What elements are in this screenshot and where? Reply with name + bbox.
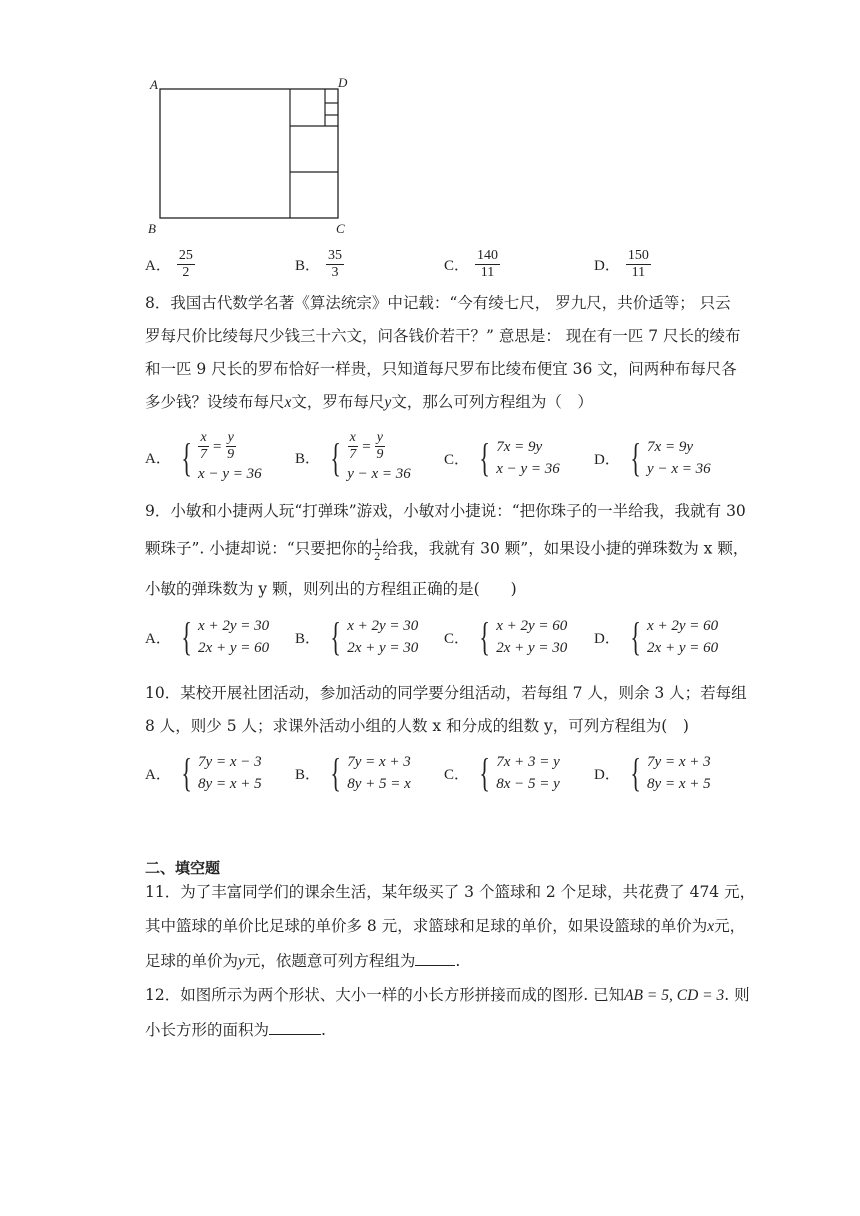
q12-text: . — [321, 1021, 326, 1039]
brace: { — [330, 614, 341, 659]
equation-1: x + 2y = 30 — [198, 618, 270, 634]
q9-option-a — [145, 615, 269, 659]
q12-text: 12．如图所示为两个形状、大小一样的小长方形拼接而成的图形. 已知 — [145, 986, 625, 1004]
numerator: 1 — [374, 535, 381, 549]
q10-option-b — [295, 751, 411, 795]
equation-2: 8y = x + 5 — [647, 776, 711, 792]
equation-1: 7y = x + 3 — [347, 754, 411, 770]
equation-1: x + 2y = 30 — [347, 618, 419, 634]
q8-text: 多少钱？设绫布每尺 — [145, 393, 285, 411]
option-label: B． — [295, 258, 321, 274]
fraction — [372, 536, 382, 563]
denominator: 7 — [349, 447, 357, 462]
q9-text: 颗珠子”. 小捷却说：“只要把你的 — [145, 539, 373, 558]
q10-option-c — [444, 751, 560, 795]
fraction — [475, 248, 500, 281]
equation-system: { $\frac{x}{7}$ = $\frac{y}{9}$ y − x = 36 — [326, 430, 411, 485]
variable-x: x — [707, 918, 715, 935]
equation-2: 8y = x + 5 — [198, 776, 262, 792]
answer-blank[interactable] — [269, 1020, 321, 1035]
q11-line-1: 11．为了丰富同学们的课余生活，某年级买了 3 个篮球和 2 个足球，共花费了 474 元， — [145, 883, 756, 901]
equation-2: x − y = 36 — [496, 461, 560, 477]
q9-line-3: 小敏的弹珠数为 y 颗，则列出的方程组正确的是( ) — [145, 580, 517, 598]
q11-text: . — [455, 952, 461, 970]
q8-line-3: 和一匹 9 尺长的罗布恰好一样贵，只知道每尺罗布比绫布便宜 36 文，问两种布每尺各 — [145, 360, 737, 378]
brace: { — [630, 614, 641, 659]
variable-y: y — [384, 394, 392, 411]
brace: { — [181, 434, 192, 480]
equation-system — [326, 615, 418, 659]
fraction — [198, 430, 209, 463]
label-a: A — [150, 77, 158, 92]
variable-y: y — [238, 953, 245, 970]
section-title: 二、填空题 — [145, 859, 221, 877]
q8-text: 文，那么可列方程组为（ ） — [391, 393, 593, 411]
equation-1: 7x = 9y — [647, 439, 693, 455]
option-label: A． — [145, 451, 171, 467]
q7-option-c — [444, 248, 500, 281]
label-c: C — [336, 221, 345, 236]
denominator: 7 — [200, 447, 208, 462]
equation-2: 8y + 5 = x — [347, 776, 411, 792]
q9-option-b — [295, 615, 418, 659]
option-label: C． — [444, 630, 470, 647]
equation-system — [475, 751, 560, 795]
equation-2: 2x + y = 60 — [647, 640, 719, 656]
q8-line-2: 罗每尺价比绫每尺少钱三十六文，问各钱价若干？” 意思是： 现在有一匹 7 尺长的绫布 — [145, 327, 741, 345]
label-d: D — [338, 75, 348, 90]
brace: { — [181, 614, 192, 659]
brace: { — [479, 435, 490, 480]
q10-option-d — [594, 751, 711, 795]
option-label: D． — [594, 258, 620, 274]
q9-option-d — [594, 615, 718, 659]
equation-system — [475, 436, 560, 480]
numerator: 35 — [328, 248, 343, 263]
q11-line-3 — [145, 951, 460, 972]
denominator: 9 — [376, 447, 384, 462]
numerator: y — [376, 430, 383, 445]
q12-text: 小长方形的面积为 — [145, 1021, 270, 1039]
denominator: 2 — [374, 549, 381, 563]
equation-system — [326, 751, 411, 795]
fraction — [374, 430, 385, 463]
given-values: AB = 5, CD = 3 — [624, 987, 725, 1004]
equation-system — [626, 615, 718, 659]
brace: { — [181, 750, 192, 795]
q12-line-2 — [145, 1020, 326, 1040]
answer-blank[interactable] — [415, 951, 455, 966]
fraction — [626, 248, 651, 281]
q9-text: 给我，我就有 30 颗”，如果设小捷的弹珠数为 x 颗， — [382, 539, 749, 558]
equation-1: 7y = x + 3 — [647, 754, 711, 770]
equation-2: 8x − 5 = y — [496, 776, 560, 792]
q8-option-b — [295, 430, 411, 485]
fraction — [326, 248, 344, 281]
equation-1: x + 2y = 60 — [647, 618, 719, 634]
q8-option-a — [145, 430, 262, 485]
variable-x: x — [284, 394, 292, 411]
equation-1: 7y = x − 3 — [198, 754, 262, 770]
q11-text: 元，依题意可列方程组为 — [244, 952, 416, 970]
numerator: 140 — [477, 248, 499, 263]
brace: { — [630, 435, 641, 480]
option-label: C． — [444, 766, 470, 783]
q10-line-1: 10．某校开展社团活动，参加活动的同学要分组活动，若每组 7 人，则余 3 人；若每组 — [145, 684, 747, 702]
q10-line-2: 8 人，则少 5 人；求课外活动小组的人数 x 和分成的组数 y，可列方程组为( ) — [145, 717, 689, 735]
q12-text: . 则 — [724, 986, 750, 1004]
equation-system — [177, 615, 269, 659]
q9-line-2 — [145, 536, 748, 563]
denominator: 3 — [331, 265, 339, 280]
numerator: x — [200, 430, 207, 445]
equation-system — [177, 751, 262, 795]
equation-system: { $\frac{x}{7}$ = $\frac{y}{9}$ x − y = 36 — [177, 430, 262, 485]
q8-option-c — [444, 436, 560, 480]
label-b: B — [148, 221, 156, 236]
numerator: x — [349, 430, 356, 445]
option-label: A． — [145, 766, 171, 783]
numerator: 150 — [627, 248, 649, 263]
denominator: 9 — [227, 447, 235, 462]
brace: { — [479, 614, 490, 659]
q8-line-1: 8．我国古代数学名著《算法统宗》中记载：“今有绫七尺， 罗九尺，共价适等； 只云 — [145, 294, 731, 312]
brace: { — [330, 750, 341, 795]
equation-2: y − x = 36 — [647, 461, 711, 477]
q7-option-d — [594, 248, 651, 281]
q8-text: 文，罗布每尺 — [291, 393, 385, 411]
numerator: 25 — [178, 248, 193, 263]
q11-line-2 — [145, 916, 745, 937]
option-label: A． — [145, 630, 171, 647]
q11-text: 元， — [714, 917, 746, 935]
option-label: B． — [295, 630, 321, 647]
equation-2: x − y = 36 — [198, 466, 262, 482]
equation-system — [626, 751, 711, 795]
equation-system — [626, 436, 711, 480]
option-label: D． — [594, 630, 620, 647]
q7-option-b — [295, 248, 344, 281]
fraction — [347, 430, 358, 463]
equation-1: x + 2y = 60 — [496, 618, 568, 634]
equation-2: 2x + y = 30 — [347, 640, 419, 656]
option-label: A． — [145, 258, 171, 274]
option-label: C． — [444, 258, 470, 274]
option-label: B． — [295, 766, 321, 783]
equation-2: 2x + y = 30 — [496, 640, 568, 656]
equation-system — [475, 615, 567, 659]
brace: { — [630, 750, 641, 795]
q10-option-a — [145, 751, 262, 795]
rectangle-figure — [140, 72, 360, 242]
q12-line-1 — [145, 985, 750, 1006]
q11-text: 其中篮球的单价比足球的单价多 8 元，求篮球和足球的单价，如果设篮球的单价为 — [145, 917, 708, 935]
equation-1: 7x = 9y — [496, 439, 543, 455]
option-label: C． — [444, 451, 470, 468]
q8-line-4 — [145, 392, 593, 413]
option-label: D． — [594, 766, 620, 783]
q11-text: 足球的单价为 — [145, 952, 239, 970]
option-label: D． — [594, 451, 620, 468]
denominator: 11 — [480, 265, 495, 280]
brace: { — [330, 434, 341, 480]
numerator: y — [227, 430, 234, 445]
equation-2: y − x = 36 — [347, 466, 411, 482]
fraction — [177, 248, 195, 281]
q7-option-a — [145, 248, 195, 281]
q8-option-d — [594, 436, 711, 480]
q9-line-1: 9．小敏和小捷两人玩“打弹珠”游戏，小敏对小捷说：“把你珠子的一半给我，我就有 30 — [145, 502, 746, 520]
brace: { — [479, 750, 490, 795]
denominator: 11 — [631, 265, 646, 280]
q9-option-c — [444, 615, 567, 659]
denominator: 2 — [182, 265, 190, 280]
fraction — [225, 430, 236, 463]
equation-2: 2x + y = 60 — [198, 640, 270, 656]
option-label: B． — [295, 451, 321, 467]
equation-1: 7x + 3 = y — [496, 754, 560, 770]
